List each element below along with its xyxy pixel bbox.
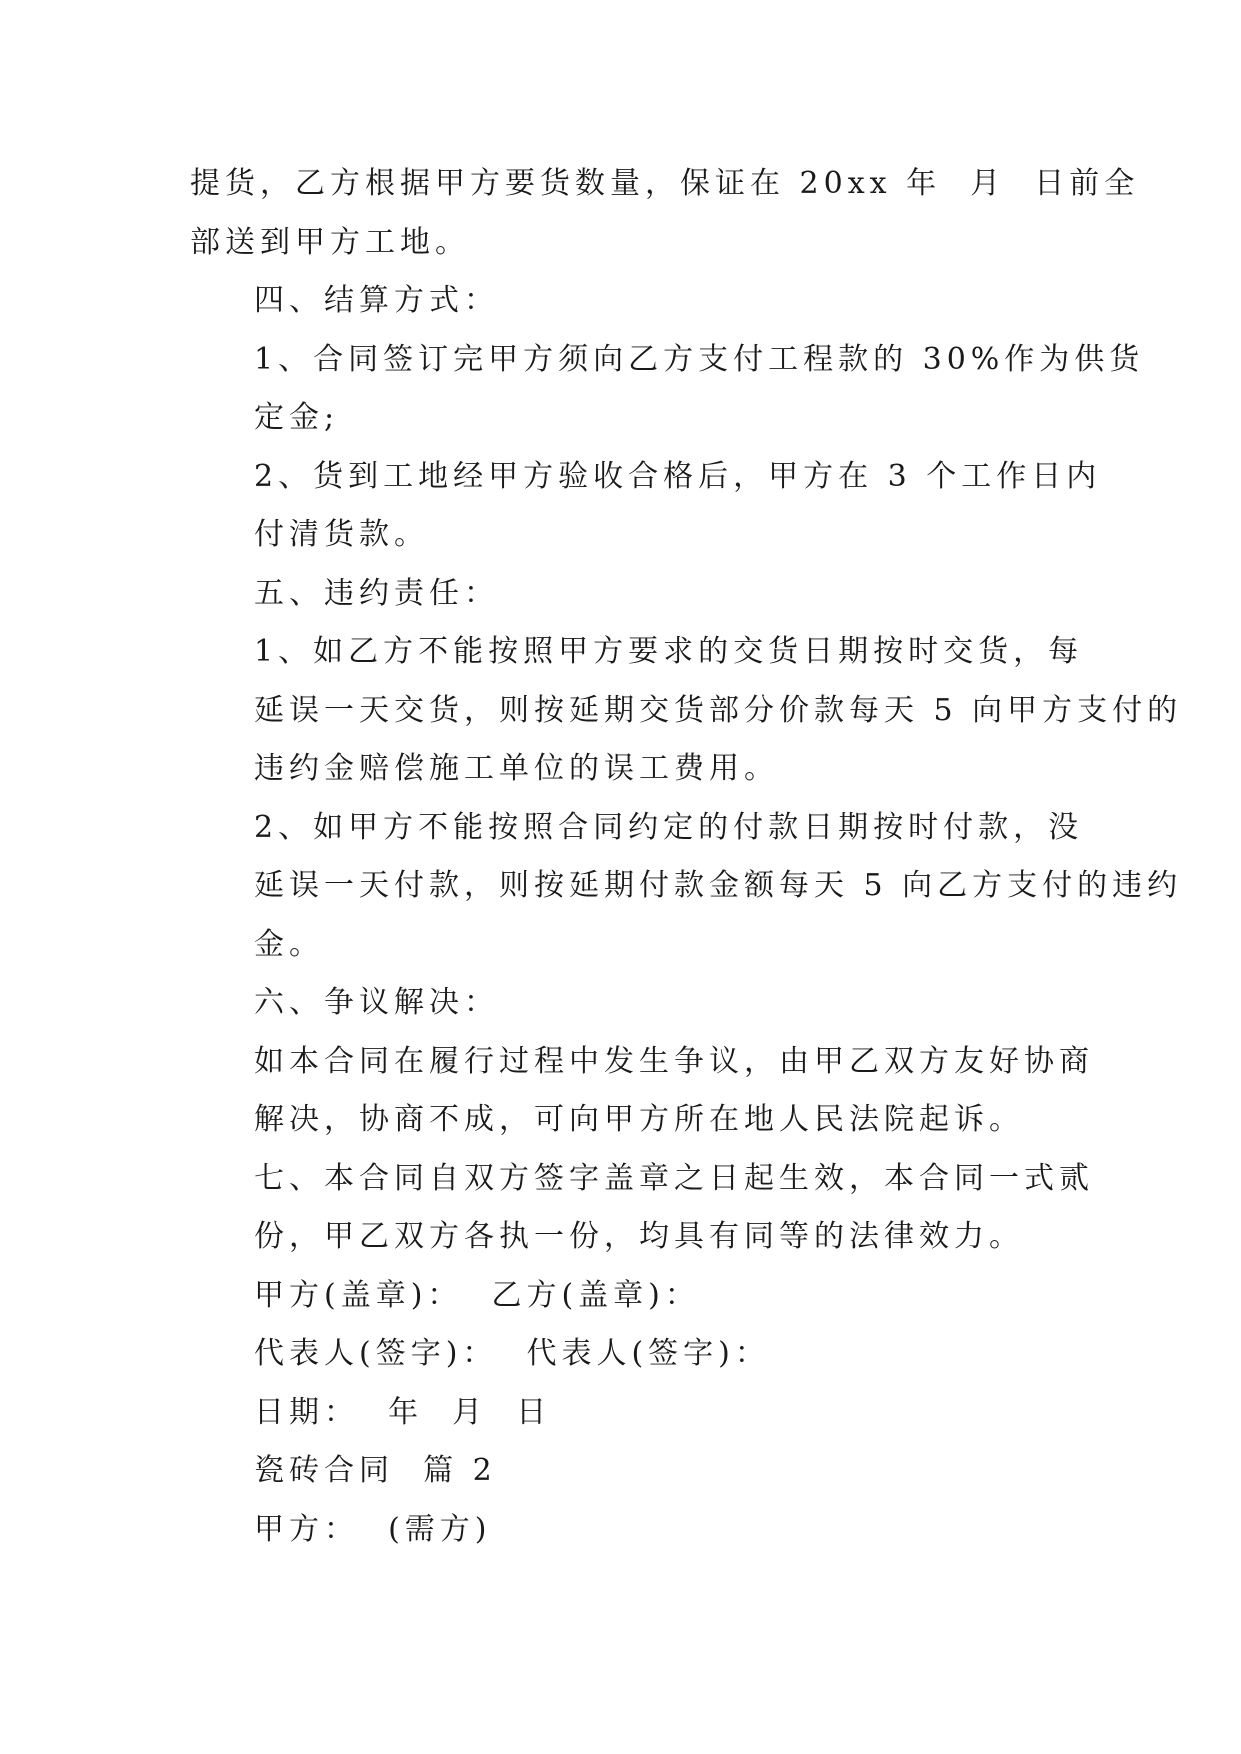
text-line: 如本合同在履行过程中发生争议，由甲乙双方友好协商	[254, 1043, 1094, 1079]
text-line: 2、货到工地经甲方验收合格后，甲方在 3 个工作日内	[254, 458, 1102, 494]
text-line: 日期： 年 月 日	[254, 1394, 552, 1430]
text-line: 金。	[254, 926, 324, 962]
paragraph-section-6-heading	[190, 974, 1052, 1033]
paragraph-section-5-heading	[190, 565, 1052, 624]
text-line: 瓷砖合同 篇 2	[254, 1453, 497, 1488]
text-line: 五、违约责任：	[254, 575, 499, 611]
paragraph-section-4-item-1	[190, 331, 1145, 448]
text-line: 甲方(盖章)： 乙方(盖章)：	[254, 1277, 700, 1313]
paragraph-signature-line	[190, 1325, 1052, 1384]
text-line: 提货，乙方根据甲方要货数量，保证在 20xx 年 月 日前全	[190, 166, 1140, 201]
text-line: 1、合同签订完甲方须向乙方支付工程款的 30%作为供货	[254, 341, 1145, 377]
paragraph-section-7	[190, 1150, 1094, 1267]
text-line: 延误一天交货，则按延期交货部分价款每天 5 向甲方支付的	[254, 692, 1183, 728]
text-line: 七、本合同自双方签字盖章之日起生效，本合同一式贰	[254, 1160, 1094, 1196]
text-line: 定金;	[254, 400, 340, 435]
text-line: 解决，协商不成，可向甲方所在地人民法院起诉。	[254, 1102, 1024, 1137]
paragraph-section-4-heading	[190, 272, 1052, 331]
paragraph-party-a-line	[190, 1501, 1052, 1560]
text-line: 付清货款。	[254, 517, 429, 552]
paragraph-date-line	[190, 1384, 1052, 1443]
text-line: 份，甲乙双方各执一份，均具有同等的法律效力。	[254, 1219, 1024, 1254]
text-line: 代表人(签字)： 代表人(签字)：	[254, 1336, 770, 1371]
text-line: 2、如甲方不能按照合同约定的付款日期按时付款，没	[254, 809, 1084, 845]
paragraph-section-5-item-2	[190, 799, 1183, 975]
paragraph-section-5-item-1	[190, 623, 1183, 799]
paragraph-section-6-body	[190, 1033, 1094, 1150]
text-line: 延误一天付款，则按延期付款金额每天 5 向乙方支付的违约	[254, 868, 1183, 903]
paragraph-section-4-item-2	[190, 448, 1102, 565]
paragraph-delivery-tail	[190, 155, 1140, 272]
text-line: 甲方： (需方)	[254, 1511, 492, 1547]
paragraph-contract-2-title	[190, 1442, 1052, 1501]
text-line: 违约金赔偿施工单位的误工费用。	[254, 751, 779, 786]
text-line: 部送到甲方工地。	[190, 224, 470, 260]
text-line: 四、结算方式：	[254, 283, 499, 318]
text-line: 1、如乙方不能按照甲方要求的交货日期按时交货，每	[254, 634, 1084, 669]
paragraph-seal-line	[190, 1267, 1052, 1326]
text-line: 六、争议解决：	[254, 985, 499, 1020]
document-body	[190, 155, 1183, 1559]
